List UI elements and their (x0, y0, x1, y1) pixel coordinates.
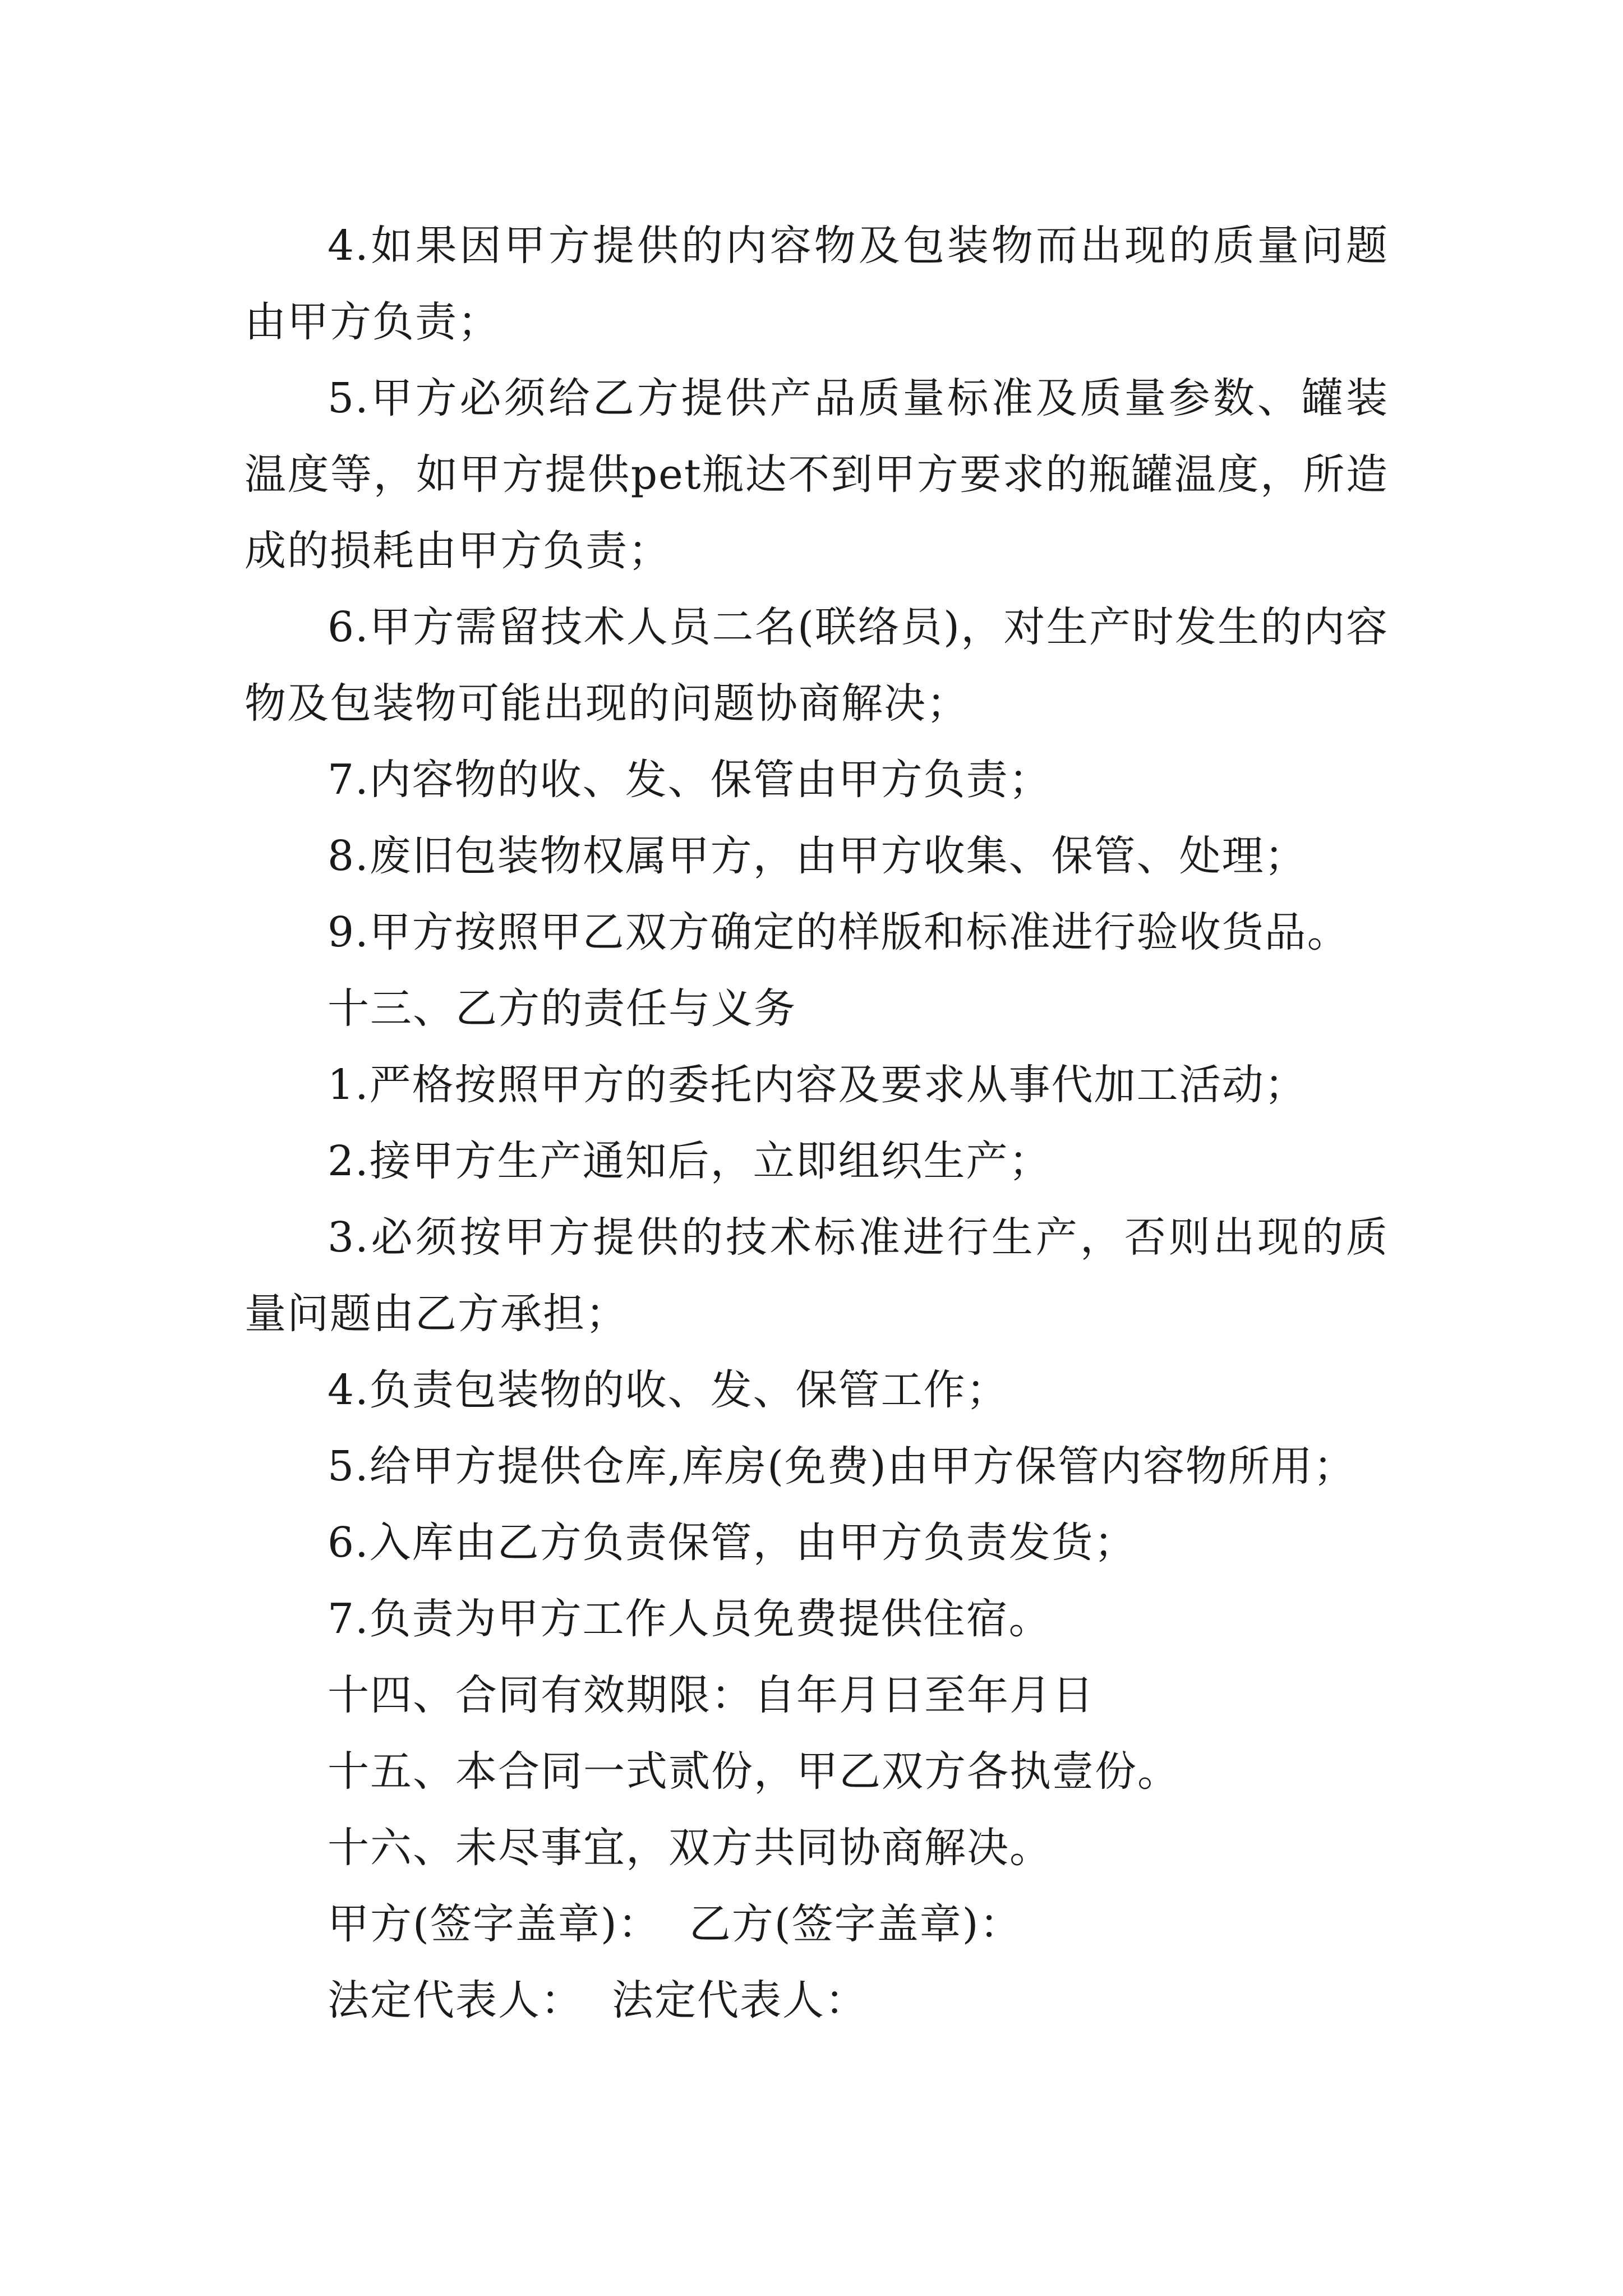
clause-a7: 7.内容物的收、发、保管由甲方负责； (328, 756, 1052, 804)
clause-b3: 3.必须按甲方提供的技术标准进行生产，否则出现的质量问题由乙方承担； (245, 1213, 1389, 1338)
clause-b2: 2.接甲方生产通知后，立即组织生产； (328, 1137, 1052, 1185)
representative-line: 法定代表人： 法定代表人： (328, 1976, 868, 2024)
document-body (245, 208, 1389, 2039)
clause-a4: 4.如果因甲方提供的内容物及包装物而出现的质量问题由甲方负责； (245, 222, 1389, 346)
section-heading-14: 十四、合同有效期限：自年月日至年月日 (328, 1671, 1095, 1719)
clause-a8: 8.废旧包装物权属甲方，由甲方收集、保管、处理； (328, 832, 1307, 880)
clause-a6: 6.甲方需留技术人员二名(联络员)，对生产时发生的内容物及包装物可能出现的问题协商解决； (245, 603, 1389, 728)
clause-a9: 9.甲方按照甲乙双方确定的样版和标准进行验收货品。 (328, 908, 1350, 956)
clause-b4: 4.负责包装物的收、发、保管工作； (328, 1366, 1009, 1414)
section-heading-13: 十三、乙方的责任与义务 (328, 984, 796, 1033)
signature-line: 甲方(签字盖章)： 乙方(签字盖章)： (328, 1900, 1022, 1948)
clause-b5: 5.给甲方提供仓库,库房(免费)由甲方保管内容物所用； (328, 1442, 1356, 1490)
clause-b6: 6.入库由乙方负责保管，由甲方负责发货； (328, 1519, 1137, 1567)
section-heading-16: 十六、未尽事宜，双方共同协商解决。 (328, 1824, 1052, 1872)
clause-b7: 7.负责为甲方工作人员免费提供住宿。 (328, 1595, 1052, 1643)
clause-b1: 1.严格按照甲方的委托内容及要求从事代加工活动； (328, 1061, 1307, 1109)
section-heading-15: 十五、本合同一式贰份，甲乙双方各执壹份。 (328, 1747, 1180, 1796)
clause-a5: 5.甲方必须给乙方提供产品质量标准及质量参数、罐装温度等，如甲方提供pet瓶达不到甲方要求的瓶罐温度，所造成的损耗由甲方负责； (245, 374, 1389, 575)
